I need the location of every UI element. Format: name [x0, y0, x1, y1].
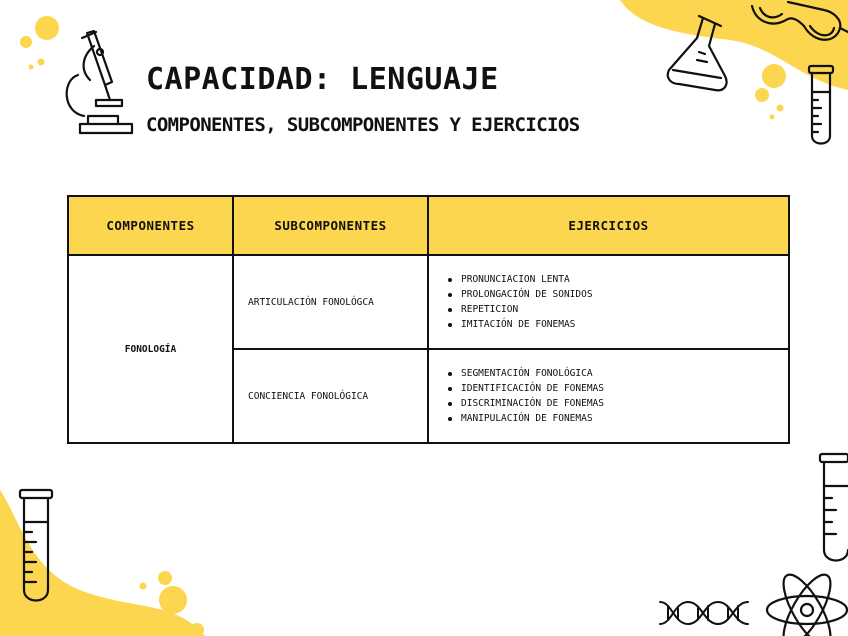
exercises-cell — [428, 349, 789, 443]
decorative-dots-bottom — [135, 570, 215, 636]
exercise-item: PRONUNCIACION LENTA — [447, 272, 788, 287]
column-header-components: COMPONENTES — [68, 196, 233, 255]
exercise-item: IDENTIFICACIÓN DE FONEMAS — [447, 381, 788, 396]
column-header-exercises: EJERCICIOS — [428, 196, 789, 255]
atom-icon — [762, 564, 848, 636]
exercise-item: MANIPULACIÓN DE FONEMAS — [447, 411, 788, 426]
exercise-item: DISCRIMINACIÓN DE FONEMAS — [447, 396, 788, 411]
exercise-item: PROLONGACIÓN DE SONIDOS — [447, 287, 788, 302]
decorative-dots-right — [752, 62, 792, 122]
microscope-icon — [60, 30, 135, 138]
exercise-item: REPETICION — [447, 302, 788, 317]
test-tube-icon — [818, 452, 848, 564]
flask-icon — [663, 12, 733, 92]
component-cell: FONOLOGÍA — [68, 255, 233, 443]
components-table — [67, 195, 790, 444]
exercise-item: SEGMENTACIÓN FONOLÓGICA — [447, 366, 788, 381]
test-tube-icon — [18, 488, 54, 606]
subcomponent-cell: CONCIENCIA FONOLÓGICA — [233, 349, 428, 443]
column-header-subcomponents: SUBCOMPONENTES — [233, 196, 428, 255]
dna-icon — [658, 598, 750, 628]
table-row — [68, 255, 789, 349]
goggles-icon — [748, 0, 848, 52]
exercise-item: IMITACIÓN DE FONEMAS — [447, 317, 788, 332]
table-header-row — [68, 196, 789, 255]
page-title: CAPACIDAD: LENGUAJE — [146, 62, 499, 97]
exercise-list — [447, 366, 788, 426]
exercise-list — [447, 272, 788, 332]
test-tube-icon — [807, 64, 835, 148]
subcomponent-cell: ARTICULACIÓN FONOLÓGCA — [233, 255, 428, 349]
decorative-dots-top-left — [14, 14, 64, 74]
page-subtitle: COMPONENTES, SUBCOMPONENTES Y EJERCICIOS — [146, 114, 580, 136]
exercises-cell — [428, 255, 789, 349]
